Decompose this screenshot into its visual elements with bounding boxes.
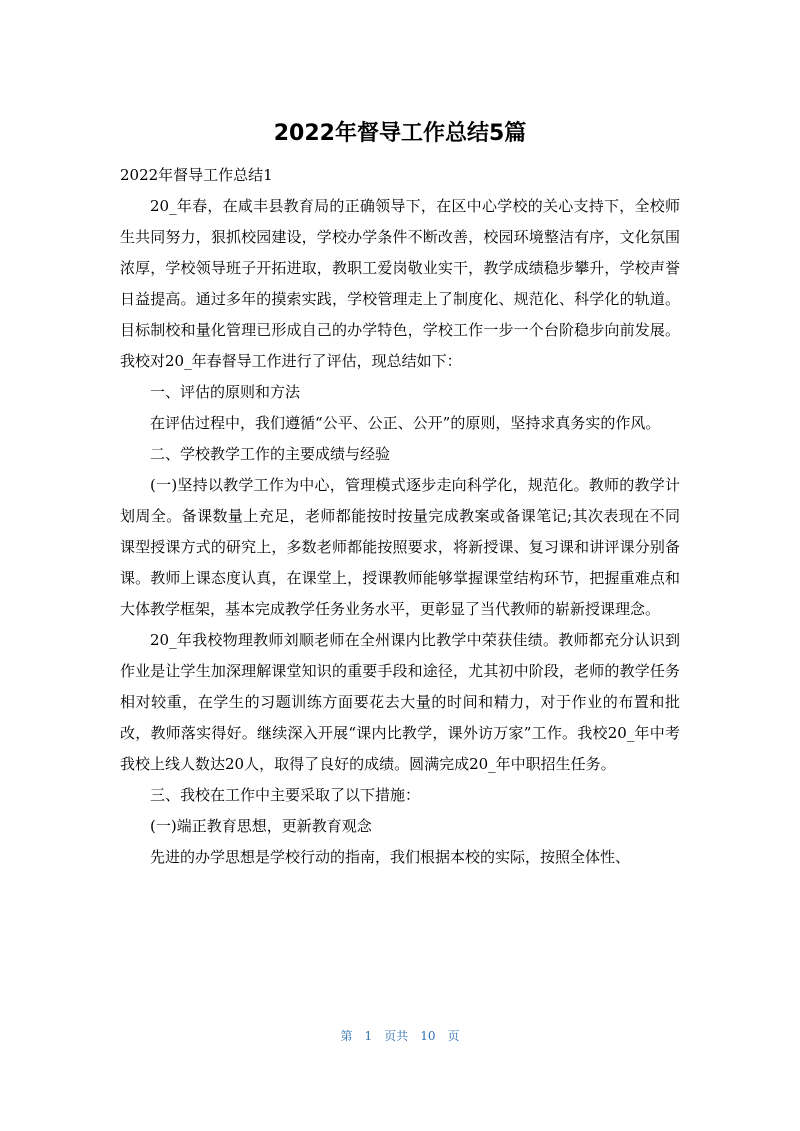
footer-label-of: 页共 (384, 1029, 409, 1043)
page-footer (0, 1027, 800, 1044)
document-title: 2022年督导工作总结5篇 (273, 121, 527, 146)
paragraph: (一)坚持以教学工作为中心，管理模式逐步走向科学化，规范化。教师的教学计划周全。备课数量上充足，老师都能按时按量完成教案或备课笔记;其次表现在不同课型授课方式的研究上，多数老师都能按照要求，将新授课、复习课和讲评课分别备课。教师上课态度认真，在课堂上，授课教师能够掌握课堂结构环节，把握重难点和大体教学框架，基本完成教学任务业务水平，更彰显了当代教师的崭新授课理念。 (120, 476, 680, 618)
section-title: 2022年督导工作总结1 (120, 166, 273, 184)
footer-total-pages: 10 (420, 1029, 436, 1043)
paragraph: 先进的办学思想是学校行动的指南，我们根据本校的实际，按照全体性、 (150, 848, 631, 866)
paragraph: 20_年我校物理教师刘顺老师在全州课内比教学中荣获佳绩。教师都充分认识到作业是让学生加深理解课堂知识的重要手段和途径，尤其初中阶段，老师的教学任务相对较重，在学生的习题训练方面要花去大量的时间和精力，对于作业的布置和批改，教师落实得好。继续深入开展“课内比教学，课外访万家”工作。我校20_年中考我校上线人数达20人，取得了良好的成绩。圆满完成20_年中职招生任务。 (120, 631, 680, 773)
paragraph: 三、我校在工作中主要采取了以下措施： (150, 786, 421, 804)
paragraph: 20_年春，在咸丰县教育局的正确领导下，在区中心学校的关心支持下，全校师生共同努力，狠抓校园建设，学校办学条件不断改善，校园环境整洁有序，文化氛围浓厚，学校领导班子开拓进取，教职工爱岗敬业实干，教学成绩稳步攀升，学校声誉日益提高。通过多年的摸索实践，学校管理走上了制度化、规范化、科学化的轨道。目标制校和量化管理已形成自己的办学特色，学校工作一步一个台阶稳步向前发展。我校对20_年春督导工作进行了评估，现总结如下： (120, 197, 680, 370)
paragraph: 一、评估的原则和方法 (150, 383, 301, 401)
paragraph: (一)端正教育思想，更新教育观念 (150, 817, 372, 835)
footer-current-page: 1 (364, 1029, 373, 1043)
paragraph: 在评估过程中，我们遵循“公平、公正、公开”的原则，坚持求真务实的作风。 (150, 414, 661, 432)
footer-label-page: 第 (340, 1029, 353, 1043)
footer-label-pages: 页 (447, 1029, 460, 1043)
paragraph: 二、学校教学工作的主要成绩与经验 (150, 445, 391, 463)
document-body (120, 160, 680, 873)
